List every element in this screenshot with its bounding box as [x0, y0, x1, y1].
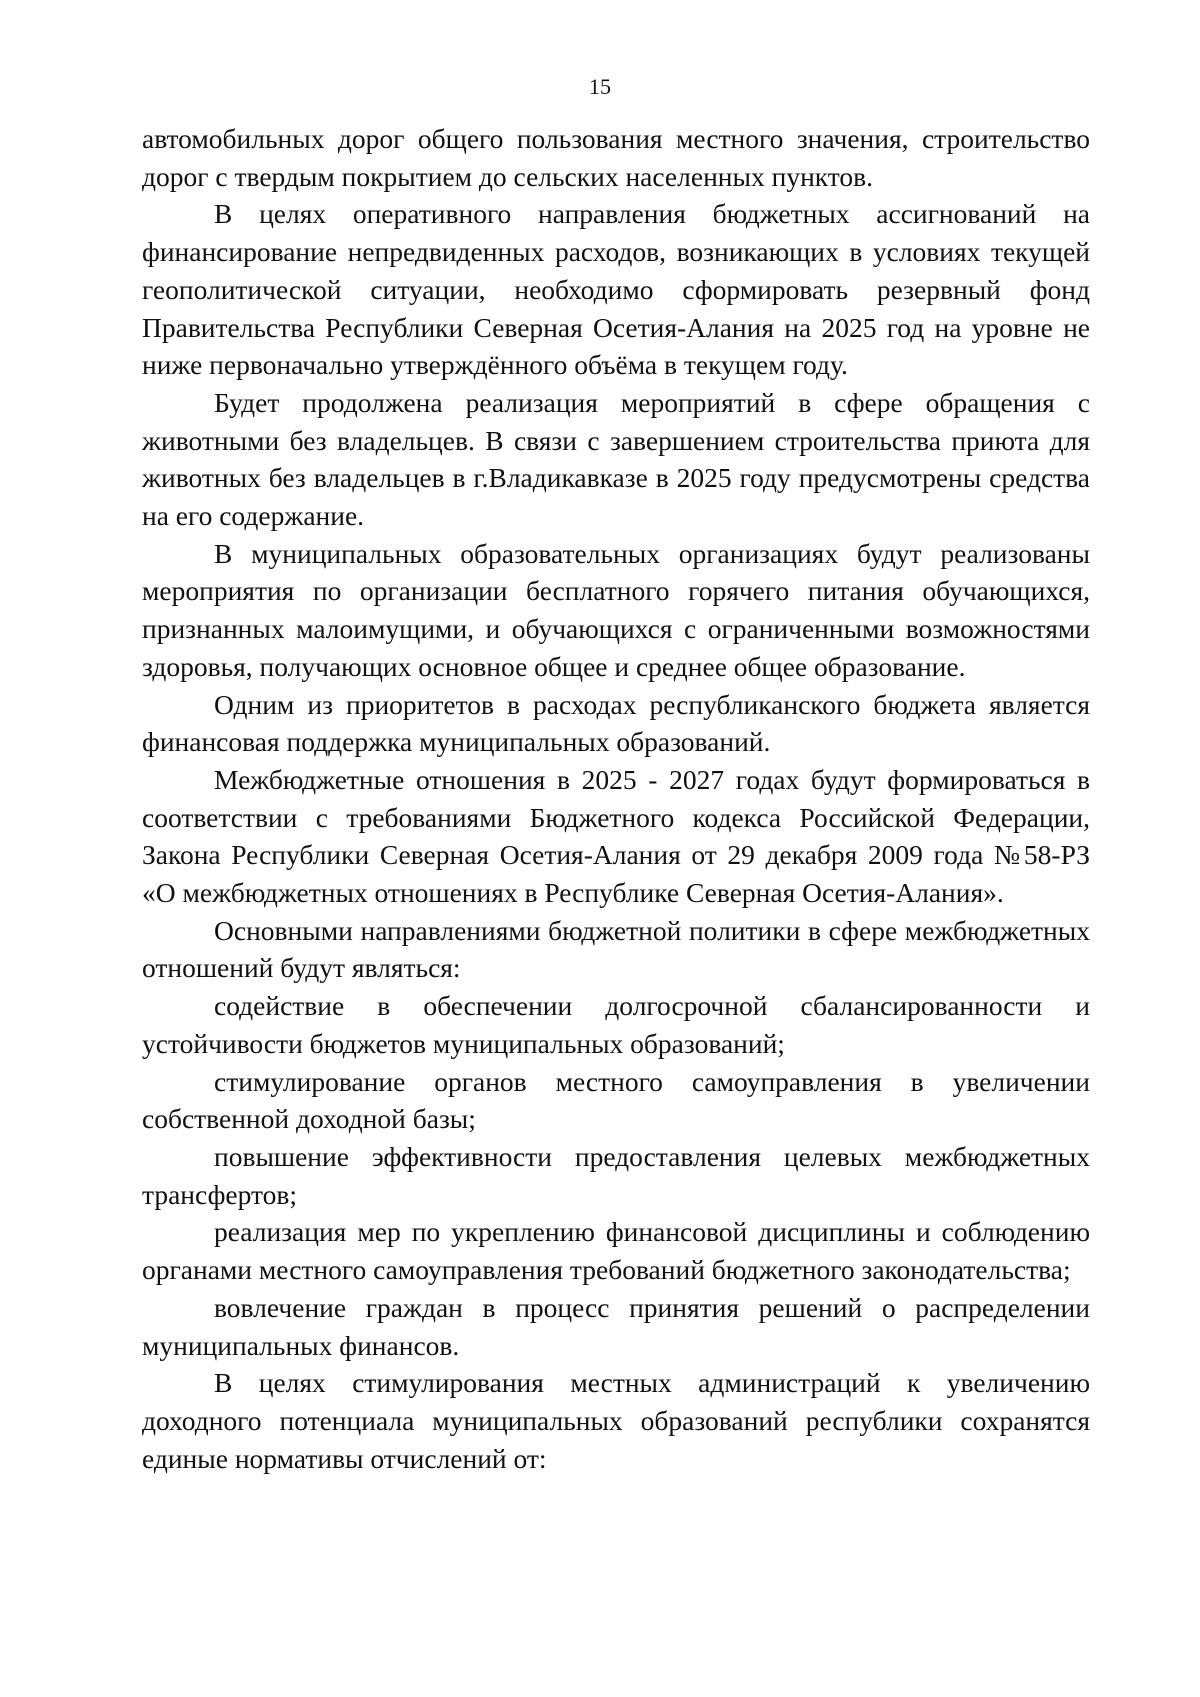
paragraph: Будет продолжена реализация мероприятий в сфере обращения с животными без владельцев. В связи с завершением строительства приюта для животных без владельцев в г.Владикавказе в 2025 году предусмотрены средства на его содержание. [142, 386, 1090, 532]
paragraph: Межбюджетные отношения в 2025 - 2027 годах будут формироваться в соответствии с требованиями Бюджетного кодекса Российской Федерации, Закона Республики Северная Осетия-Алания от 29 декабря 2009 года №58-РЗ «О межбюджетных отношениях в Республике Северная Осетия-Алания». [142, 763, 1090, 909]
list-item: повышение эффективности предоставления целевых межбюджетных трансфертов; [142, 1140, 1090, 1210]
page-number: 15 [589, 74, 611, 99]
document-body [142, 120, 1090, 1477]
paragraph: автомобильных дорог общего пользования местного значения, строительство дорог с твердым покрытием до сельских населенных пунктов. [142, 123, 1090, 192]
paragraph: В целях стимулирования местных администраций к увеличению доходного потенциала муниципальных образований республики сохранятся единые нормативы отчислений от: [142, 1367, 1090, 1474]
paragraph: Основными направлениями бюджетной политики в сфере межбюджетных отношений будут являться: [142, 914, 1090, 984]
paragraph: В целях оперативного направления бюджетных ассигнований на финансирование непредвиденных расходов, возникающих в условиях текущей геополитической ситуации, необходимо сформировать резервный фонд Правительства Республики Северная Осетия-Алания на 2025 год на уровне не ниже первоначально утверждённого объёма в текущем году. [142, 198, 1090, 381]
list-item: вовлечение граждан в процесс принятия решений о распределении муниципальных финансов. [142, 1291, 1090, 1361]
list-item: стимулирование органов местного самоуправления в увеличении собственной доходной базы; [142, 1065, 1090, 1135]
list-item: содействие в обеспечении долгосрочной сбалансированности и устойчивости бюджетов муниципальных образований; [142, 990, 1090, 1059]
paragraph: Одним из приоритетов в расходах республиканского бюджета является финансовая поддержка муниципальных образований. [142, 688, 1090, 758]
paragraph: В муниципальных образовательных организациях будут реализованы мероприятия по организации бесплатного горячего питания обучающихся, признанных малоимущими, и обучающихся с ограниченными возможностями здоровья, получающих основное общее и среднее общее образование. [142, 537, 1090, 682]
list-item: реализация мер по укреплению финансовой дисциплины и соблюдению органами местного самоуправления требований бюджетного законодательства; [142, 1216, 1090, 1286]
